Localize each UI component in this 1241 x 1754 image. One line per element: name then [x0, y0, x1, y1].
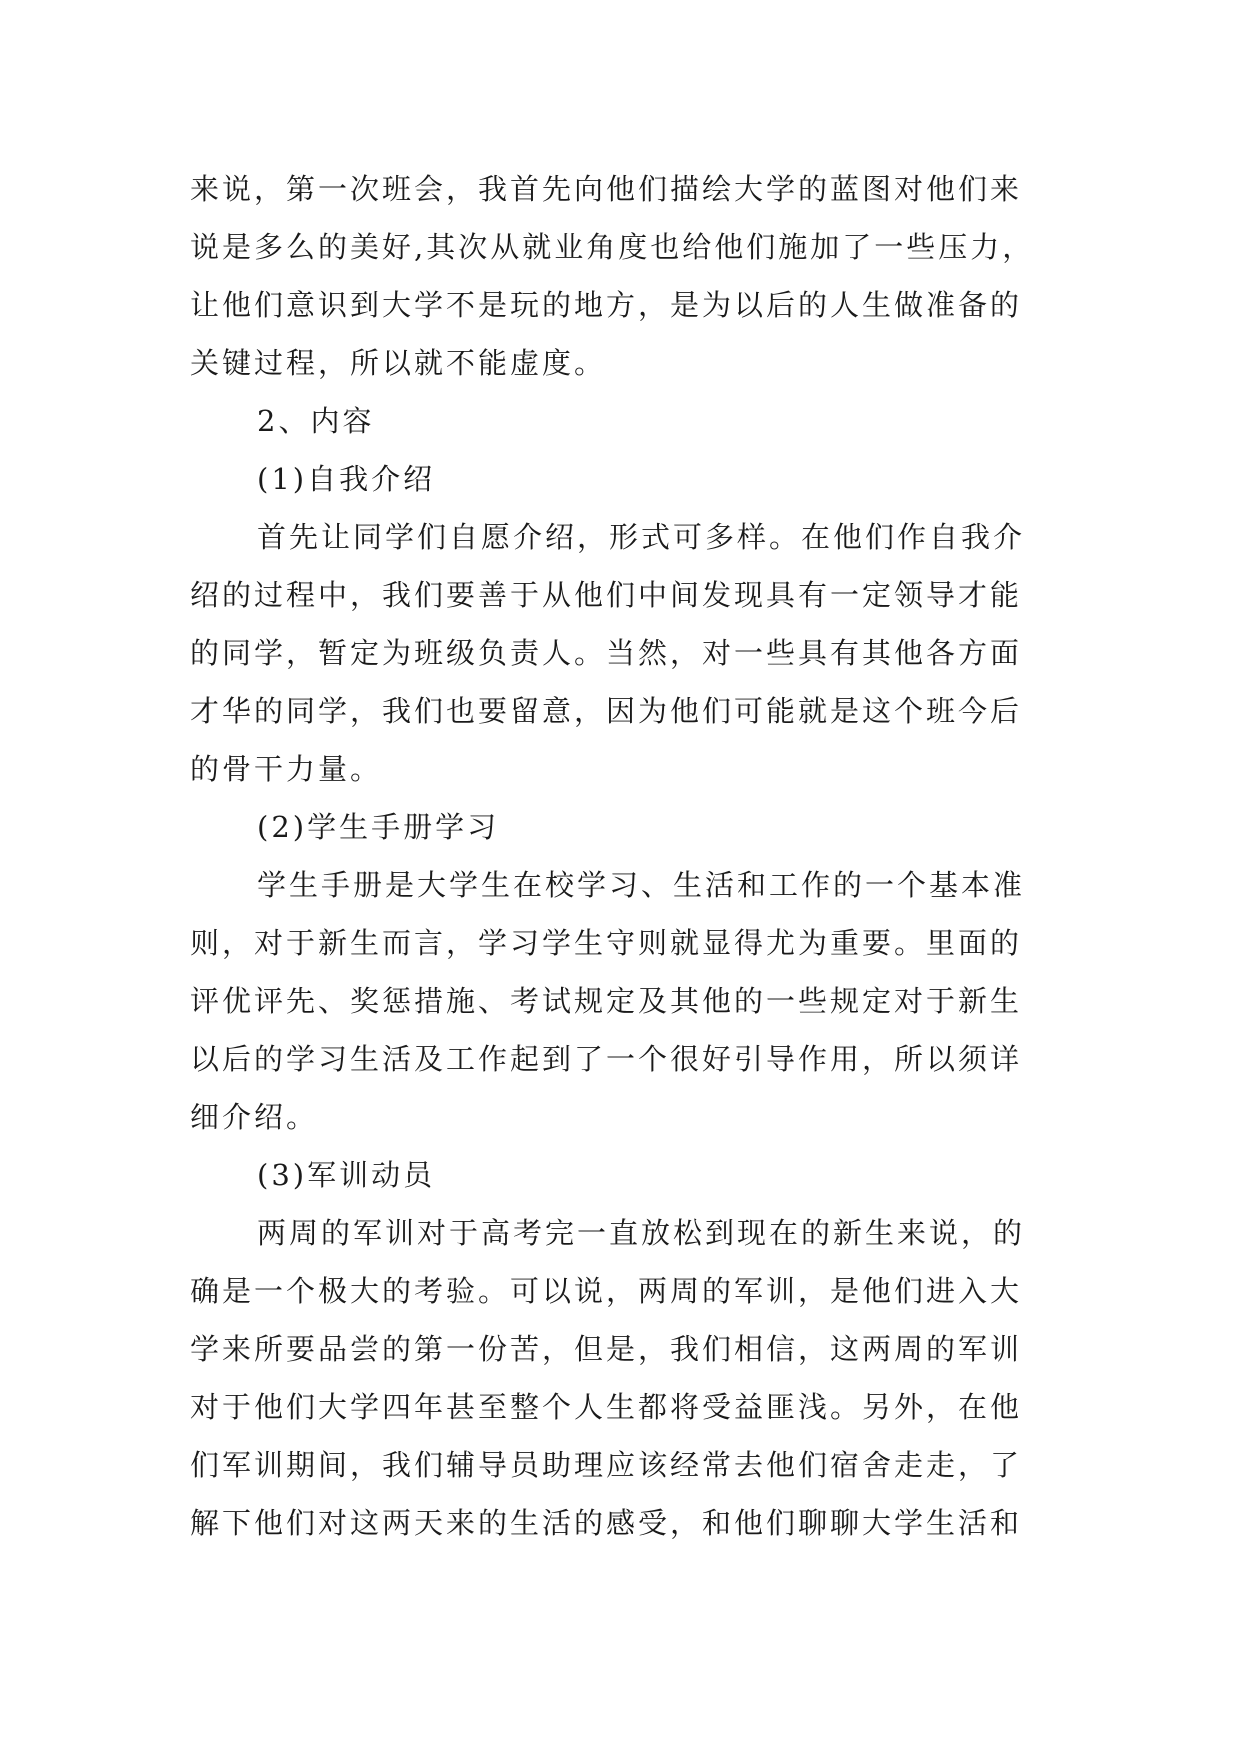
paragraph-line: 让他们意识到大学不是玩的地方，是为以后的人生做准备的: [190, 288, 1023, 322]
paragraph-line: 绍的过程中，我们要善于从他们中间发现具有一定领导才能: [190, 578, 1023, 612]
paragraph-line-indented: (1)自我介绍: [257, 462, 436, 496]
paragraph-line-indented: 学生手册是大学生在校学习、生活和工作的一个基本准: [257, 868, 1026, 902]
paragraph-line: 的骨干力量。: [190, 752, 383, 786]
paragraph-line: 来说，第一次班会，我首先向他们描绘大学的蓝图对他们来: [190, 172, 1023, 206]
paragraph-line: 以后的学习生活及工作起到了一个很好引导作用，所以须详: [190, 1042, 1023, 1076]
paragraph-line: 解下他们对这两天来的生活的感受，和他们聊聊大学生活和: [190, 1506, 1023, 1540]
paragraph-line: 确是一个极大的考验。可以说，两周的军训，是他们进入大: [190, 1274, 1023, 1308]
document-body: [190, 160, 1070, 1552]
paragraph-line: 则，对于新生而言，学习学生守则就显得尤为重要。里面的: [190, 926, 1023, 960]
paragraph-line: 才华的同学，我们也要留意，因为他们可能就是这个班今后: [190, 694, 1023, 728]
paragraph-line: 们军训期间，我们辅导员助理应该经常去他们宿舍走走，了: [190, 1448, 1023, 1482]
paragraph-line: 关键过程，所以就不能虚度。: [190, 346, 607, 380]
paragraph-line-indented: 2、内容: [257, 404, 375, 438]
paragraph-line: 的同学，暂定为班级负责人。当然，对一些具有其他各方面: [190, 636, 1023, 670]
paragraph-line-indented: 两周的军训对于高考完一直放松到现在的新生来说，的: [257, 1216, 1026, 1250]
paragraph-line: 说是多么的美好,其次从就业角度也给他们施加了一些压力，: [190, 230, 1035, 264]
paragraph-line: 学来所要品尝的第一份苦，但是，我们相信，这两周的军训: [190, 1332, 1023, 1366]
paragraph-line: 对于他们大学四年甚至整个人生都将受益匪浅。另外，在他: [190, 1390, 1023, 1424]
paragraph-line-indented: (3)军训动员: [257, 1158, 436, 1192]
paragraph-line-indented: 首先让同学们自愿介绍，形式可多样。在他们作自我介: [257, 520, 1026, 554]
paragraph-line: 细介绍。: [190, 1100, 319, 1134]
paragraph-line: 评优评先、奖惩措施、考试规定及其他的一些规定对于新生: [190, 984, 1023, 1018]
paragraph-line-indented: (2)学生手册学习: [257, 810, 500, 844]
